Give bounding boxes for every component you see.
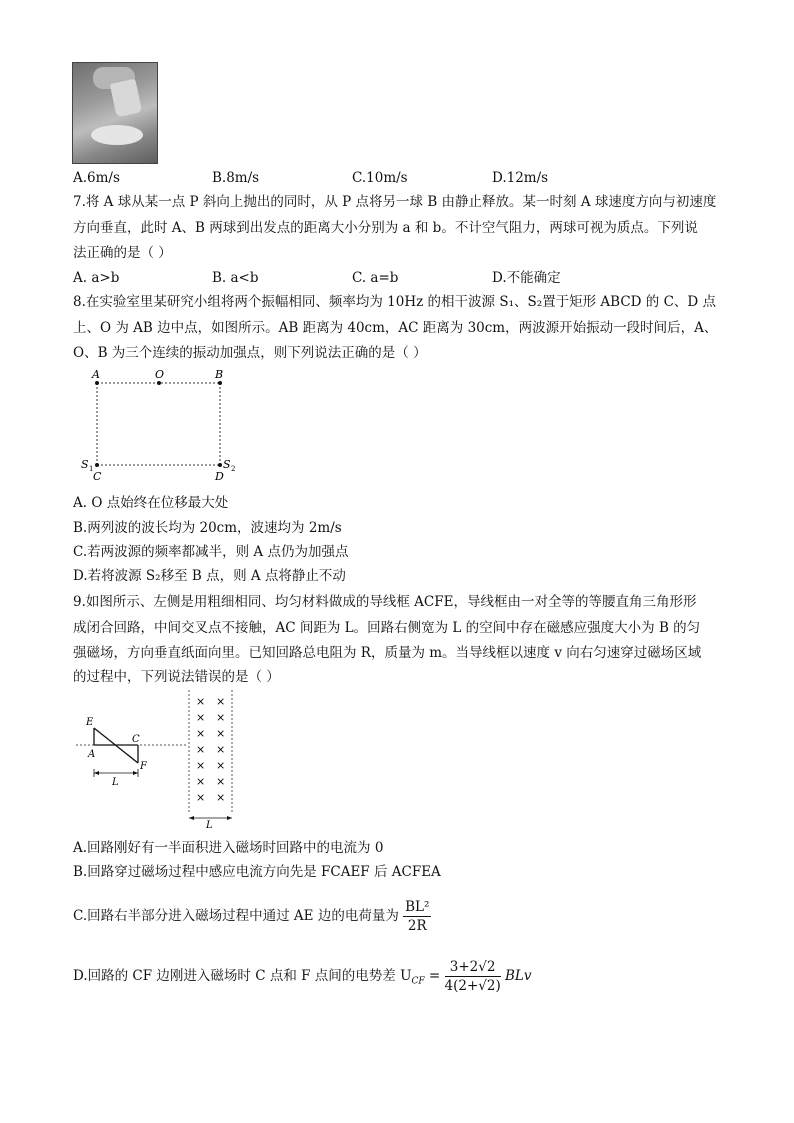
- q7-option-a: A. a>b: [73, 270, 120, 286]
- field-cross-mark: ×: [196, 727, 206, 740]
- q6-option-c: C.10m/s: [352, 170, 408, 186]
- field-cross-mark: ×: [196, 695, 206, 708]
- q9-option-c-fraction: [403, 898, 431, 935]
- q9-option-c-text: C.回路右半部分进入磁场过程中通过 AE 边的电荷量为: [73, 908, 399, 924]
- label-s1-sub: 1: [89, 465, 94, 473]
- label-s2-sub: 2: [231, 465, 236, 473]
- q9-option-d-suffix: BLv: [505, 968, 532, 984]
- dim-arrow-left: [94, 771, 99, 775]
- scale-shape: [91, 125, 143, 145]
- q8-option-a: A. O 点始终在位移最大处: [73, 495, 229, 511]
- label-f: F: [140, 761, 147, 772]
- q9-option-d: [73, 958, 532, 1000]
- field-cross-mark: ×: [196, 775, 206, 788]
- q9-option-d-subscript: CF: [411, 976, 425, 987]
- label-o: O: [155, 368, 165, 381]
- q9-option-c: [73, 898, 431, 935]
- q9-option-d-numerator: 3+2√2: [445, 958, 501, 977]
- point-o: [157, 381, 161, 385]
- field-cross-mark: ×: [216, 759, 226, 772]
- q7-stem-line-2: 方向垂直，此时 A、B 两球到出发点的距离大小分别为 a 和 b。不计空气阻力，两球可视为质点。下列说: [73, 220, 698, 236]
- q8-stem-line-2: 上、O 为 AB 边中点，如图所示。AB 距离为 40cm，AC 距离为 30cm，两波源开始振动一段时间后，A、: [73, 320, 718, 336]
- label-b: B: [215, 368, 224, 381]
- field-cross-mark: ×: [216, 791, 226, 804]
- point-c: [95, 463, 99, 467]
- field-dim-arrow-left: [189, 816, 194, 820]
- q9-option-d-denominator: 4(2+√2): [444, 978, 501, 994]
- q7-option-b: B. a<b: [212, 270, 259, 286]
- magnetic-field-crosses: [196, 695, 225, 804]
- point-d: [218, 463, 222, 467]
- q9-stem-line-1: 9.如图所示、左侧是用粗细相同、均匀材料做成的导线框 ACFE，导线框由一对全等的等腰直角三角形形: [73, 594, 697, 610]
- experiment-photo: [72, 62, 158, 164]
- label-e: E: [86, 717, 94, 728]
- label-d: D: [215, 470, 224, 483]
- q9-option-d-text: D.回路的 CF 边刚进入磁场时 C 点和 F 点间的电势差 U: [73, 968, 412, 984]
- q6-option-a: A.6m/s: [73, 170, 120, 186]
- q8-option-c: C.若两波源的频率都减半，则 A 点仍为加强点: [73, 544, 349, 560]
- q8-option-b: B.两列波的波长均为 20cm，波速均为 2m/s: [73, 520, 342, 536]
- q9-option-b: B.回路穿过磁场过程中感应电流方向先是 FCAEF 后 ACFEA: [73, 864, 441, 880]
- label-l-frame: L: [112, 777, 119, 788]
- field-cross-mark: ×: [216, 775, 226, 788]
- cup-shape: [110, 79, 143, 118]
- label-s1: S: [81, 458, 89, 471]
- q9-stem-line-2: 成闭合回路，中间交叉点不接触，AC 间距为 L。回路右侧宽为 L 的空间中存在磁感应强度大小为 B 的匀: [73, 620, 701, 636]
- label-c: C: [132, 734, 140, 745]
- q9-stem-line-3: 强磁场，方向垂直纸面向里。已知回路总电阻为 R，质量为 m。当导线框以速度 v 向右匀速穿过磁场区域: [73, 645, 702, 661]
- q9-wireframe-figure: [72, 688, 247, 828]
- field-cross-mark: ×: [216, 743, 226, 756]
- q7-stem-line-3: 法正确的是（ ）: [73, 245, 172, 261]
- label-a: A: [92, 368, 100, 381]
- label-l-field: L: [206, 820, 213, 828]
- q9-option-d-equals: =: [428, 968, 441, 984]
- q7-option-c: C. a=b: [352, 270, 399, 286]
- q6-option-b: B.8m/s: [212, 170, 260, 186]
- field-cross-mark: ×: [216, 711, 226, 724]
- q8-stem-line-3: O、B 为三个连续的振动加强点，则下列说法正确的是（ ）: [73, 345, 427, 361]
- field-cross-mark: ×: [196, 791, 206, 804]
- q9-option-a: A.回路刚好有一半面积进入磁场时回路中的电流为 0: [73, 840, 384, 856]
- label-c: C: [93, 470, 102, 483]
- field-cross-mark: ×: [216, 727, 226, 740]
- point-a: [95, 381, 99, 385]
- field-cross-mark: ×: [196, 743, 206, 756]
- q9-option-c-denominator: 2R: [407, 918, 427, 934]
- q7-stem-line-1: 7.将 A 球从某一点 P 斜向上抛出的同时，从 P 点将另一球 B 由静止释放。某一时刻 A 球速度方向与初速度: [73, 194, 717, 210]
- label-a: A: [88, 749, 96, 760]
- field-cross-mark: ×: [196, 759, 206, 772]
- q6-option-d: D.12m/s: [492, 170, 549, 186]
- q8-option-d: D.若将波源 S₂移至 B 点，则 A 点将静止不动: [73, 568, 346, 584]
- q7-option-d: D.不能确定: [492, 270, 561, 286]
- field-cross-mark: ×: [216, 695, 226, 708]
- point-b: [218, 381, 222, 385]
- q9-option-d-fraction: [445, 958, 501, 995]
- field-dim-arrow-right: [227, 816, 232, 820]
- q8-rectangle-figure: [72, 366, 247, 484]
- label-s2: S: [223, 458, 231, 471]
- q8-stem-line-1: 8.在实验室里某研究小组将两个振幅相同、频率均为 10Hz 的相干波源 S₁、S₂置于矩形 ABCD 的 C、D 点: [73, 294, 717, 310]
- q9-stem-line-4: 的过程中，下列说法错误的是（ ）: [73, 669, 280, 685]
- dim-arrow-right: [133, 771, 138, 775]
- field-cross-mark: ×: [196, 711, 206, 724]
- q9-option-c-numerator: BL²: [405, 899, 430, 915]
